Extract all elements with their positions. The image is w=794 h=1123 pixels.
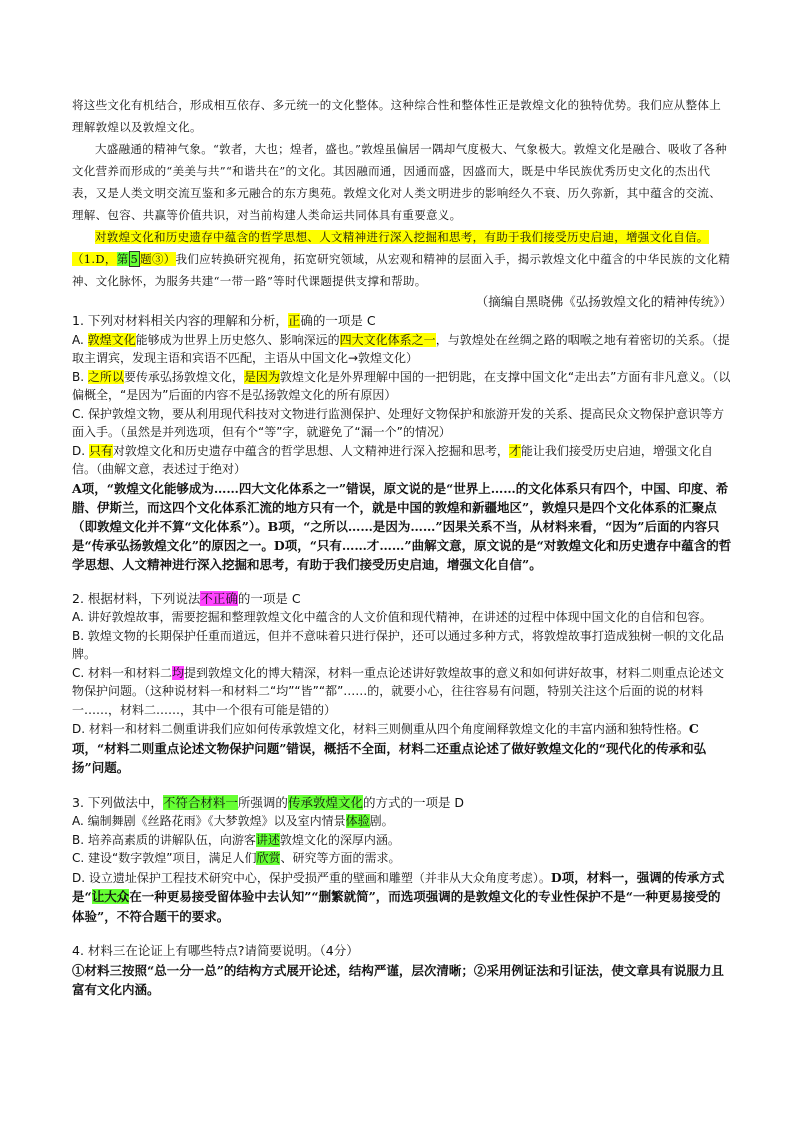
q2-option-d: D. 材料一和材料二侧重讲我们应如何传承敦煌文化，材料三则侧重从四个角度阐释敦煌文化的丰富内涵和独特性格。C项，“材料二则重点论述文物保护问题”错误，概括不全面，材料二还重点论述了做好敦煌文化的“现代化的传承和弘扬”问题。 xyxy=(72,721,707,775)
q3-analysis: D项，材料一，强调的传承方式是“让大众在一种更易接受留体验中去认知”“删繁就简”，而选项强调的是敦煌文化的专业性保护不是“一种更易接受的体验”，不符合题干的要求。 xyxy=(72,869,725,924)
q2-option-b: B. 敦煌文物的长期保护任重而道远，但并不意味着只进行保护，还可以通过多种方式，将敦煌故事打造成独树一帜的文化品牌。 xyxy=(72,628,724,661)
q4-stem: 4. 材料三在论证上有哪些特点?请简要说明。（4分） xyxy=(72,943,359,958)
q1-option-c: C. 保护敦煌文物，要从利用现代科技对文物进行监测保护、处理好文物保护和旅游开发的关系、提高民众文物保护意识等方面入手。（虽然是并列选项，但有个“等”字，就避免了“漏一个”的情况） xyxy=(72,406,725,439)
question-2 xyxy=(72,590,732,778)
document-page xyxy=(72,94,732,999)
highlighted-sentence: 对敦煌文化和历史遗存中蕴含的哲学思想、人文精神进行深入挖掘和思考，有助于我们接受历史启迪，增强文化自信。（1.D，第 5 题③） xyxy=(72,230,709,266)
q1-stem: 1. 下列对材料相关内容的理解和分析，正确的一项是 C xyxy=(72,313,376,328)
q2-analysis: C项，“材料二则重点论述文物保护问题”错误，概括不全面，材料二还重点论述了做好敦煌文化的“现代化的传承和弘扬”问题。 xyxy=(72,721,707,775)
question-4 xyxy=(72,942,732,999)
passage-para1: 将这些文化有机结合，形成相互依存、多元统一的文化整体。这种综合性和整体性正是敦煌文化的独特优势。我们应从整体上理解敦煌以及敦煌文化。 xyxy=(72,98,721,134)
q2-stem: 2. 根据材料，下列说法不正确的一项是 C xyxy=(72,590,301,606)
q1-analysis: A项，“敦煌文化能够成为……四大文化体系之一”错误，原文说的是“世界上……的文化体系只有四个，中国、印度、希腊、伊斯兰，而这四个文化体系汇流的地方只有一个，就是中国的敦煌和新疆地区”，敦煌只是四个文化体系的汇聚点（即敦煌文化并不算“文化体系”）。B项，“之所以……是因为……”因果关系不当，从材料来看，“因为”后面的内容只是“传承弘扬敦煌文化”的原因之一。D项，“只有……才……”曲解文意，原文说的是“对敦煌文化和历史遗存中蕴含的哲学思想、人文精神进行深入挖掘和思考，有助于我们接受历史启迪，增强文化自信”。 xyxy=(72,480,732,572)
q4-answer: ①材料三按照“总一分一总”的结构方式展开论述，结构严谨，层次清晰；②采用例证法和引证法，使文章具有说服力且富有文化内涵。 xyxy=(72,962,724,997)
q2-option-c: C. 材料一和材料二均提到敦煌文化的博大精深，材料一重点论述讲好敦煌故事的意义和如何讲好故事，材料二则重点论述文物保护问题。（这种说材料一和材料二“均”“皆”“都”……的，就要小心，往往容易有问题，特别关注这个后面的说的材料一……，材料二……，其中一个很有可能是错的） xyxy=(72,665,725,717)
passage-para3: 对敦煌文化和历史遗存中蕴含的哲学思想、人文精神进行深入挖掘和思考，有助于我们接受历史启迪，增强文化自信。（1.D，第 5 题③）我们应转换研究视角，拓宽研究领域，从宏观和精神的层面入手，揭示敦煌文化中蕴含的中华民族的文化精神、文化脉怀，为服务共建“一带一路”等时代课题提供支撑和帮助。 xyxy=(72,230,731,288)
passage-source: （摘编自黑晓佛《弘扬敦煌文化的精神传统》） xyxy=(475,294,732,309)
passage-para2: 大盛融通的精神气象。“敦者，大也；煌者，盛也。”敦煌虽偏居一隅却气度极大、气象极大。敦煌文化是融合、吸收了各种文化营养而形成的“美美与共”“和谐共在”的文化。其因融而通，因通而盛，因盛而大，既是中华民族优秀历史文化的杰出代表，又是人类文明交流互鉴和多元融合的东方奥苑。敦煌文化对人类文明进步的影响经久不衰、历久弥新，其中蕴含的交流、理解、包容、共赢等价值共识，对当前构建人类命运共同体具有重要意义。 xyxy=(72,142,728,222)
question-1 xyxy=(72,312,732,574)
q2-option-a: A. 讲好敦煌故事，需要挖掘和整理敦煌文化中蕴含的人文价值和现代精神，在讲述的过程中体现中国文化的自信和包容。 xyxy=(72,610,712,624)
q3-option-d: D. 设立遗址保护工程技术研究中心，保护受损严重的壁画和雕塑（并非从大众角度考虑）。D项，材料一，强调的传承方式是“让大众在一种更易接受留体验中去认知”“删繁就简”，而选项强调的是敦煌文化的专业性保护不是“一种更易接受的体验”，不符合题干的要求。 xyxy=(72,869,725,924)
q3-option-b: B. 培养高素质的讲解队伍，向游客讲述敦煌文化的深厚内涵。 xyxy=(72,832,400,847)
question-3 xyxy=(72,794,732,927)
q1-option-a: A. 敦煌文化能够成为世界上历史悠久、影响深远的四大文化体系之一，与敦煌处在丝绸之路的咽喉之地有着密切的关系。（提取主谓宾，发现主语和宾语不匹配，主语从中国文化→敦煌文化） xyxy=(72,332,730,365)
q1-option-d: D. 只有对敦煌文化和历史遗存中蕴含的哲学思想、人文精神进行深入挖掘和思考，才能让我们接受历史启迪，增强文化自信。（曲解文意，表述过于绝对） xyxy=(72,443,713,476)
q3-option-c: C. 建设“数字敦煌”项目，满足人们欣赏、研究等方面的需求。 xyxy=(72,851,401,865)
q3-stem: 3. 下列做法中，不符合材料一所强调的传承敦煌文化的方式的一项是 D xyxy=(72,794,465,810)
q3-option-a: A. 编制舞剧《丝路花雨》《大梦敦煌》以及室内情景体验剧。 xyxy=(72,814,394,828)
q1-option-b: B. 之所以要传承弘扬敦煌文化，是因为敦煌文化是外界理解中国的一把钥匙，在支撑中国文化“走出去”方面有非凡意义。（以偏概全，“是因为”后面的内容不是弘扬敦煌文化的所有原因） xyxy=(72,369,731,402)
